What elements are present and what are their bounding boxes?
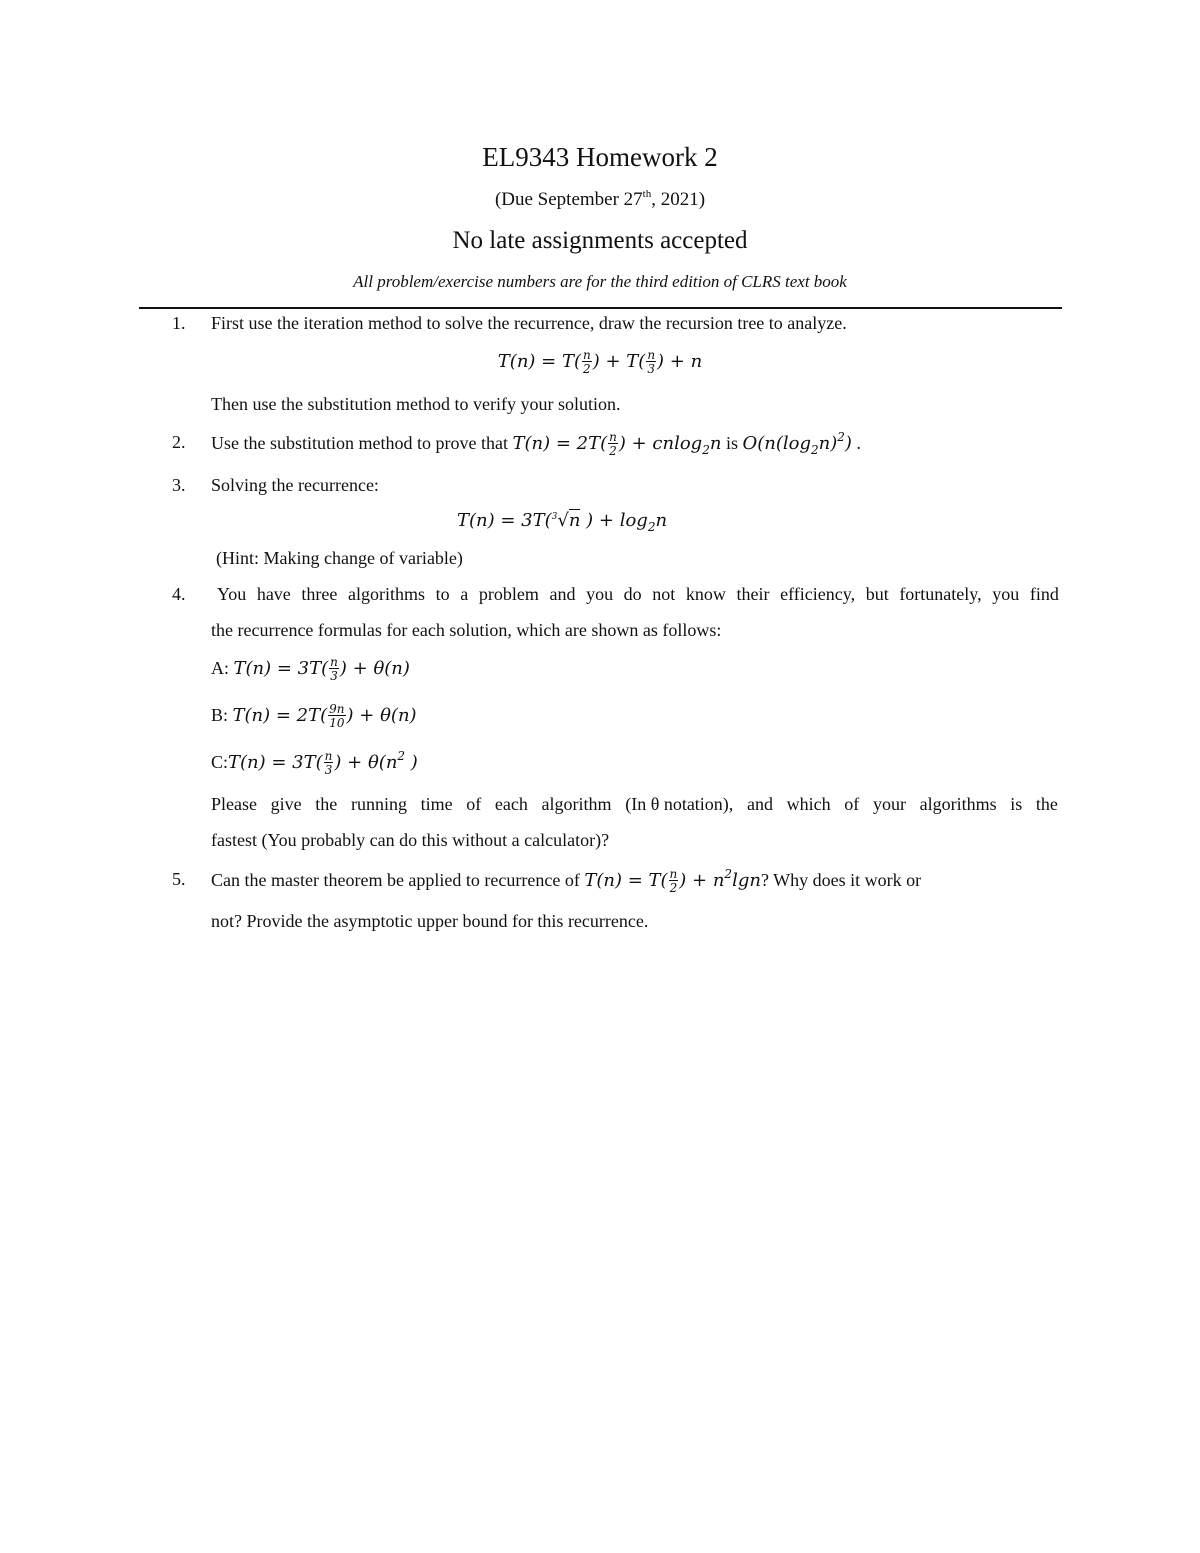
word: efficiency, [780,584,856,604]
word: (In θ notation), [625,794,734,814]
problem-5-equation [584,867,761,895]
due-date-ordinal: th [642,188,652,200]
problem-2-equation [512,430,722,458]
due-date [0,189,1200,211]
word: which [786,794,831,814]
text-part: is [721,433,743,453]
fraction [324,750,334,776]
recurrence-b-equation [232,702,417,730]
eq-part: T(n) = T( [584,870,668,891]
word: do [623,584,642,604]
fraction-numerator: n [647,348,656,362]
fraction [328,703,345,729]
fraction-numerator: n [583,348,591,362]
problem-4-line-1 [217,584,1059,605]
problem-5-number: 5. [172,869,186,889]
problem-3-text: Solving the recurrence: [211,475,379,495]
word: you [992,584,1020,604]
problem-2-text [211,430,861,457]
text-part: Can the master theorem be applied to recurrence of [211,870,585,890]
problem-1-number: 1. [172,313,186,333]
eq-part: n [709,433,722,454]
fraction-denominator: 2 [609,444,617,458]
word: algorithms [919,794,997,814]
eq-part: ) + n [679,870,725,891]
word: and [746,794,773,814]
word: algorithms [348,584,425,604]
problem-3-number: 3. [172,475,186,495]
problem-2-number: 2. [172,432,186,452]
recurrence-label: A: [211,658,234,678]
problem-3-hint: (Hint: Making change of variable) [216,548,463,568]
eq-part: ) [844,433,852,454]
fraction [646,349,656,375]
subscript: 2 [647,520,656,534]
word: each [494,794,528,814]
problem-1-followup: Then use the substitution method to verify your solution. [211,394,621,414]
superscript: 2 [837,430,845,444]
radicand: n [568,510,581,531]
fraction-numerator: n [669,867,678,881]
word: find [1029,584,1059,604]
word: Please [211,794,257,814]
fraction-numerator: n [324,749,333,763]
due-date-suffix: , 2021) [651,189,706,210]
word: the [315,794,338,814]
eq-part: ) + cnlog [618,433,703,454]
eq-part: T(n) = 3T( [233,658,329,679]
problem-4-number: 4. [172,584,186,604]
fraction-denominator: 2 [669,881,678,895]
fraction [329,656,339,682]
eq-part: ) + θ(n [334,752,398,773]
eq-part: O(n(log [742,433,811,454]
word: give [270,794,302,814]
recurrence-label: B: [211,705,233,725]
late-policy-notice: No late assignments accepted [452,227,748,254]
word: your [872,794,906,814]
word: have [256,584,291,604]
eq-part: T(n) = 2T( [232,705,328,726]
textbook-note: All problem/exercise numbers are for the third edition of CLRS text book [353,272,847,291]
word: you [586,584,614,604]
fraction [608,431,618,457]
word: to [435,584,450,604]
word: You [217,584,247,604]
eq-part: n) [818,433,838,454]
problem-4-question-line-2: fastest (You probably can do this without a calculator)? [211,830,610,850]
word: not [652,584,676,604]
word: three [301,584,338,604]
eq-part: n [655,510,668,531]
problem-1-equation [0,349,1200,375]
recurrence-b [211,703,417,729]
fraction-numerator: n [330,655,338,669]
eq-part: T(n) = 3T( [456,510,552,531]
problem-1-text: First use the iteration method to solve the recurrence, draw the recursion tree to analyze. [211,313,847,333]
word: of [466,794,482,814]
problem-3-equation [0,510,1162,534]
subscript: 2 [810,443,819,457]
eq-part: ) + log [580,510,648,531]
text-part: Use the substitution method to prove that [211,433,513,453]
word: time [420,794,453,814]
recurrence-label: C: [211,752,229,772]
fraction-denominator: 2 [583,362,591,376]
document-title: EL9343 Homework 2 [482,142,718,172]
problem-4-line-2: the recurrence formulas for each solution, which are shown as follows: [211,620,722,640]
fraction [669,868,679,894]
eq-part: lgn [732,870,761,891]
fraction [582,349,592,375]
eq-part: T(n) = 2T( [512,433,608,454]
recurrence-c [211,749,418,776]
header-divider [139,307,1062,309]
text-part: . [851,433,861,453]
eq-part: ) + n [657,351,703,372]
eq-part: ) + θ(n) [339,658,410,679]
superscript: 2 [724,867,733,881]
subscript: 2 [702,443,710,457]
word: their [736,584,770,604]
fraction-denominator: 3 [330,669,338,683]
eq-part: ) + T( [592,351,646,372]
problem-5-text [211,867,921,894]
problem-5-line-2: not? Provide the asymptotic upper bound for this recurrence. [211,911,649,931]
word: but [865,584,889,604]
word: the [1035,794,1058,814]
recurrence-c-equation [228,749,418,777]
due-date-prefix: (Due September 27 [494,189,643,210]
word: a [460,584,469,604]
radical-sign: √ [557,510,569,531]
fraction-numerator: 9n [329,702,345,716]
superscript: 2 [397,749,406,763]
word: is [1010,794,1023,814]
word: running [350,794,407,814]
eq-part: T(n) = T( [497,351,581,372]
word: know [685,584,726,604]
eq-part: ) + θ(n) [346,705,417,726]
eq-part: ) [405,752,418,773]
problem-4-question-line-1 [211,794,1058,815]
word: fortunately, [899,584,982,604]
word: problem [478,584,539,604]
fraction-denominator: 10 [329,716,345,730]
fraction-denominator: 3 [647,362,655,376]
recurrence-a [211,656,410,682]
text-part: ? Why does it work or [760,870,922,890]
recurrence-a-equation [233,655,410,683]
word: and [549,584,576,604]
word: of [844,794,860,814]
fraction-numerator: n [609,430,617,444]
word: algorithm [541,794,612,814]
root-index: 3 [551,512,558,522]
fraction-denominator: 3 [324,763,333,777]
eq-part: T(n) = 3T( [228,752,323,773]
problem-2-bound [742,430,852,457]
